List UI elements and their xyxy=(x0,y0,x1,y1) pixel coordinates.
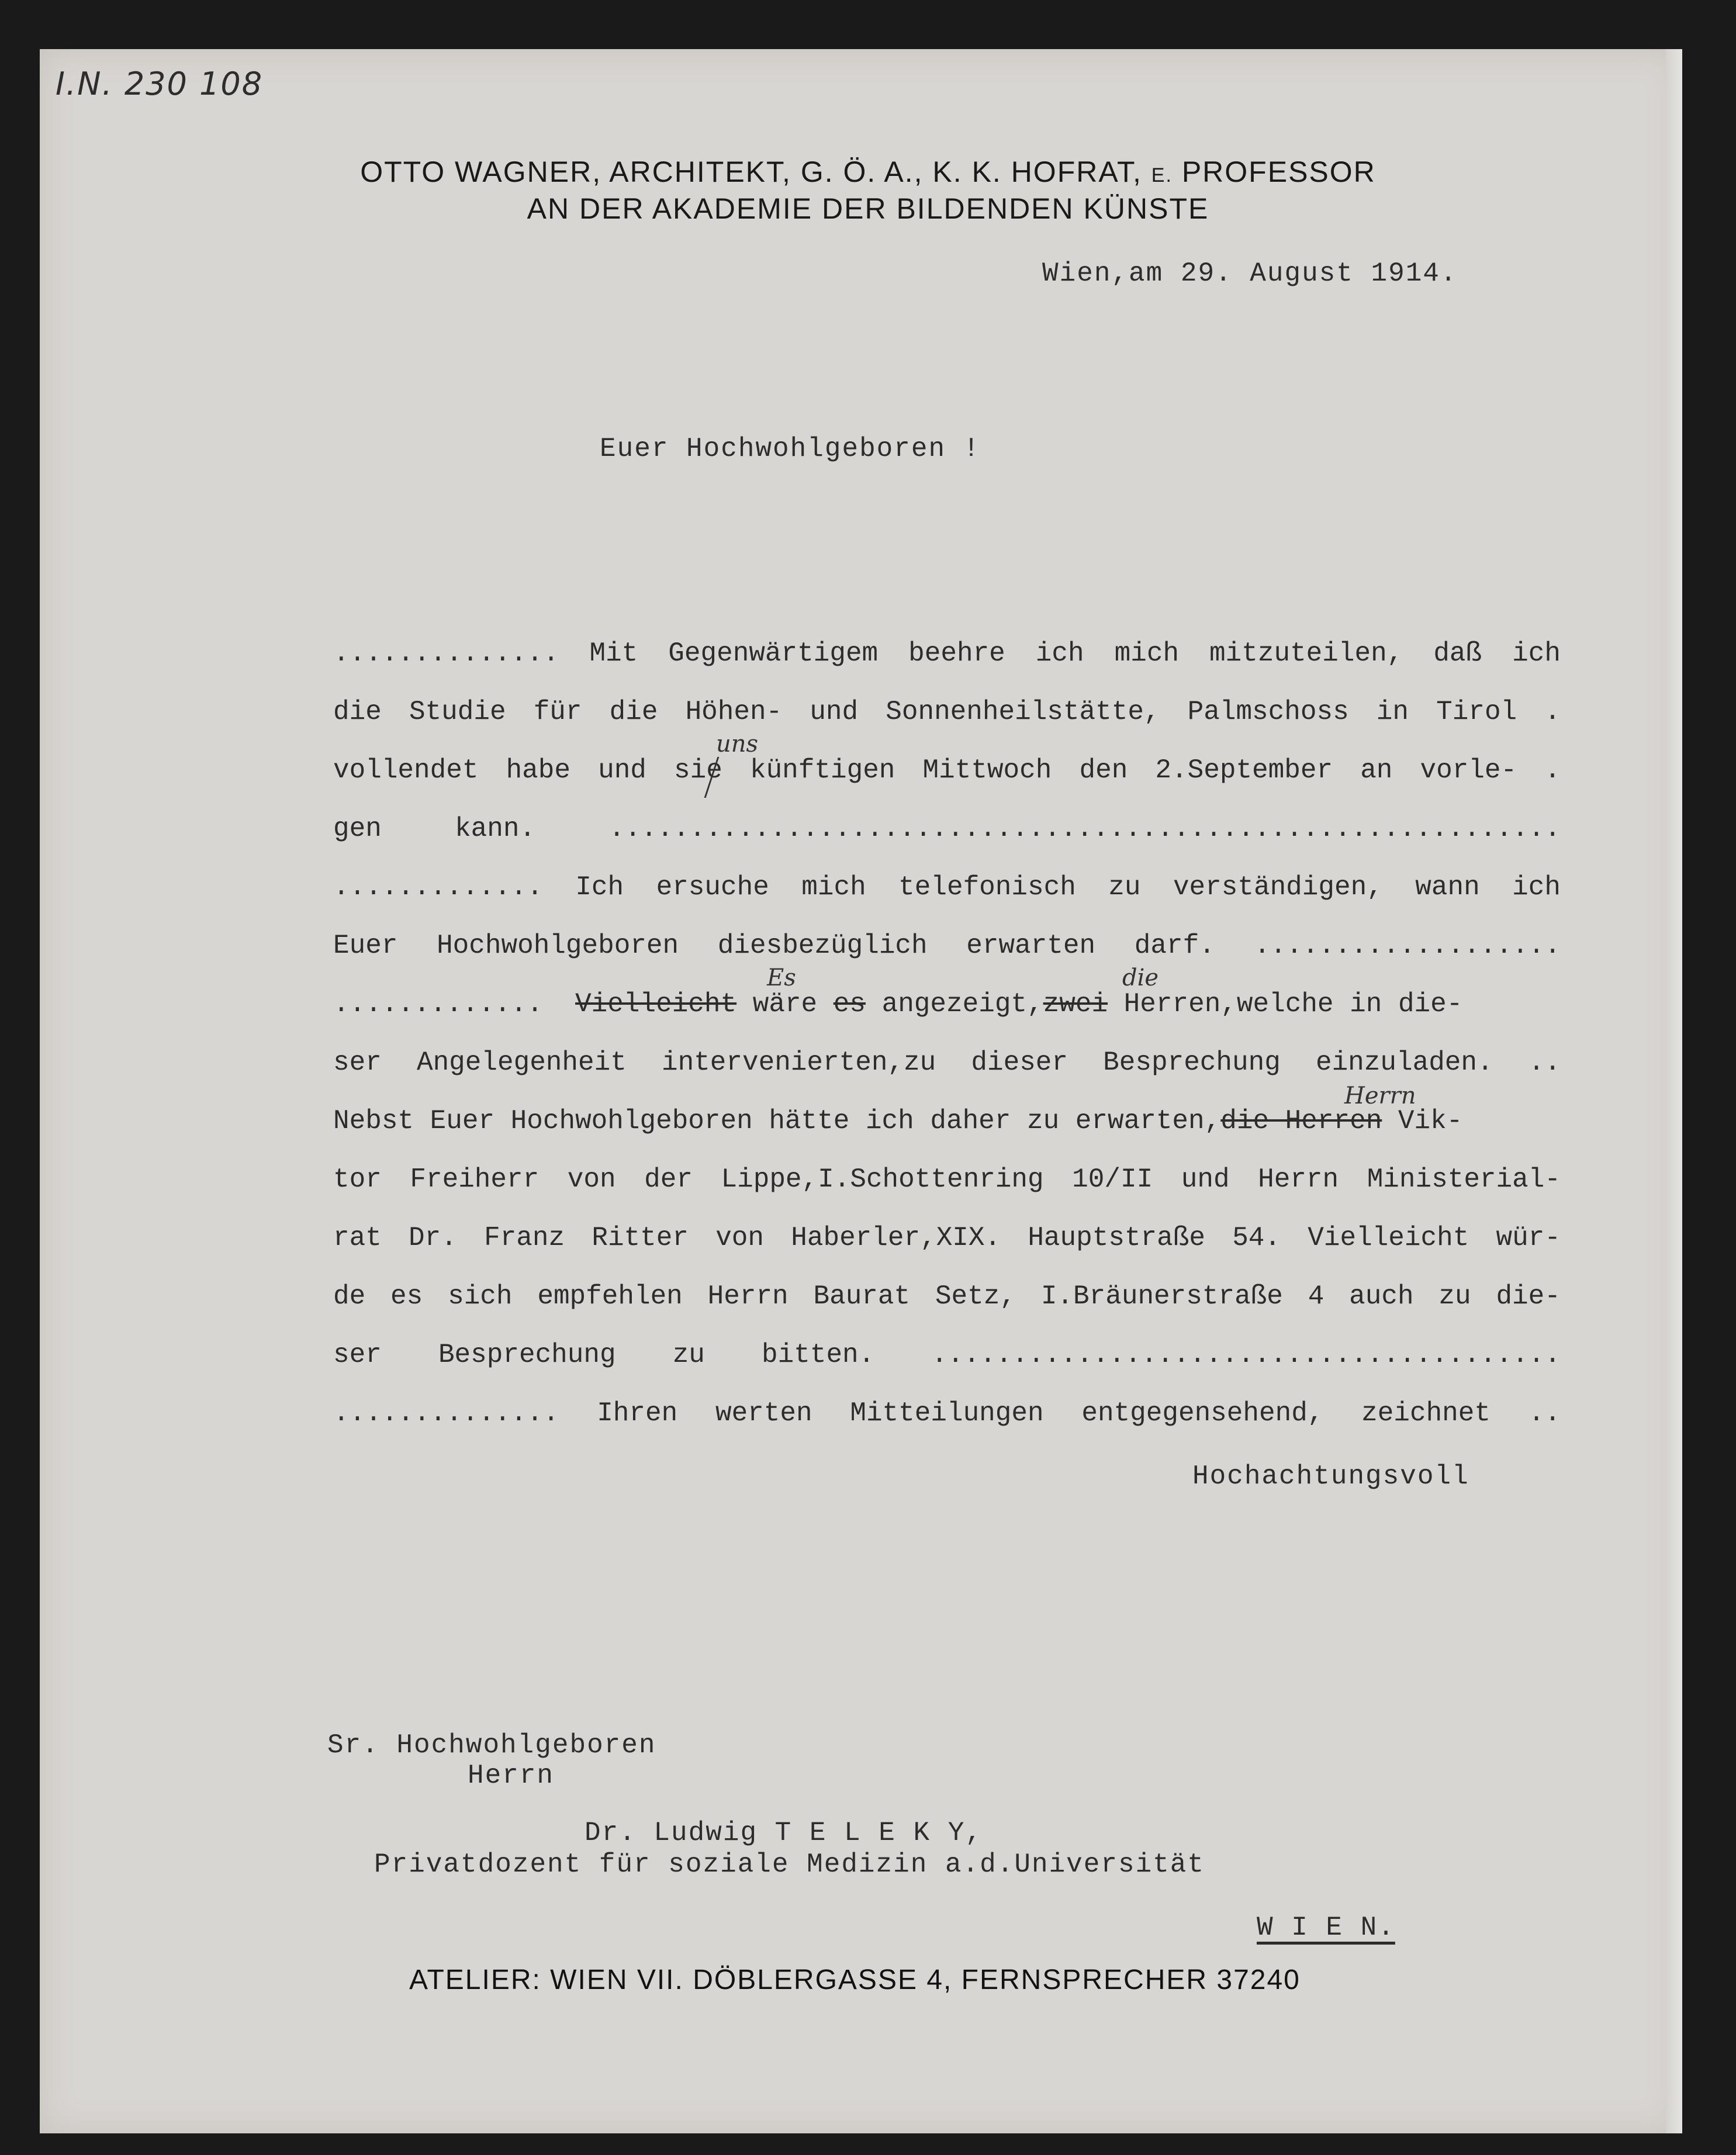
handwritten-insertion-herrn: Herrn xyxy=(1344,1082,1416,1109)
handwritten-insertion-die: die xyxy=(1122,964,1159,991)
salutation: Euer Hochwohlgeboren ! xyxy=(600,434,981,464)
body-line-2: die Studie für die Höhen- und Sonnenheilstätte, Palmschoss in Tirol . xyxy=(333,697,1561,727)
recipient-title: Privatdozent für soziale Medizin a.d.Universität xyxy=(374,1849,1205,1880)
struck-word-vielleicht: Vielleicht xyxy=(575,989,737,1019)
letterhead-line-2: AN DER AKADEMIE DER BILDENDEN KÜNSTE xyxy=(527,192,1209,225)
body-line-14: .............. Ihren werten Mitteilungen entgegensehend, zeichnet .. xyxy=(333,1398,1561,1428)
body-line-5: ............. Ich ersuche mich telefonisch zu verständigen, wann ich xyxy=(333,872,1561,902)
paper-edge xyxy=(1666,49,1682,2133)
body-line-8: ser Angelegenheit intervenierten,zu dieser Besprechung einzuladen. .. xyxy=(333,1047,1561,1078)
body-line-4: gen kann. ........................................................... xyxy=(333,814,1561,844)
body-line-6: Euer Hochwohlgeboren diesbezüglich erwarten darf. ................... xyxy=(333,931,1561,961)
body-line-7: ............. Vielleicht wäre es angezeigt, zwei Herren,welche in die- xyxy=(333,989,1463,1019)
recipient-name: Dr. Ludwig T E L E K Y, xyxy=(585,1818,983,1848)
struck-word-es: es xyxy=(833,989,866,1019)
letterhead-text-e: E. xyxy=(1151,164,1173,186)
address-line-1: Sr. Hochwohlgeboren xyxy=(327,1730,656,1760)
recipient-city: W I E N. xyxy=(1257,1912,1395,1943)
body-line-3: vollendet habe und sie künftigen Mittwoch den 2.September an vorle- . xyxy=(333,755,1561,786)
letterhead-line-1 xyxy=(0,155,1736,189)
body-line-12: de es sich empfehlen Herrn Baurat Setz, I.Bräunerstraße 4 auch zu die- xyxy=(333,1281,1561,1312)
inventory-number: I.N. 230 108 xyxy=(56,65,264,102)
struck-word-zwei: zwei xyxy=(1043,989,1108,1019)
letterhead-text-b: PROFESSOR xyxy=(1181,155,1376,188)
address-line-2: Herrn xyxy=(468,1760,555,1791)
body-line-10: tor Freiherr von der Lippe,I.Schottenring 10/II und Herrn Ministerial- xyxy=(333,1164,1561,1195)
body-line-1: .............. Mit Gegenwärtigem beehre ich mich mitzuteilen, daß ich xyxy=(333,638,1561,669)
date-line: Wien,am 29. August 1914. xyxy=(1042,258,1458,289)
body-line-9: Nebst Euer Hochwohlgeboren hätte ich daher zu erwarten, die Herren Vik- xyxy=(333,1106,1463,1136)
body-line-11: rat Dr. Franz Ritter von Haberler,XIX. Hauptstraße 54. Vielleicht wür- xyxy=(333,1223,1561,1253)
handwritten-insertion-uns: uns xyxy=(716,731,759,757)
struck-words-die-herren: die Herren xyxy=(1220,1106,1382,1136)
letterhead-text-a: OTTO WAGNER, ARCHITEKT, G. Ö. A., K. K. HOFRAT, xyxy=(360,155,1142,188)
closing: Hochachtungsvoll xyxy=(1192,1461,1469,1492)
atelier-footer: ATELIER: WIEN VII. DÖBLERGASSE 4, FERNSPRECHER 37240 xyxy=(409,1964,1301,1995)
body-line-13: ser Besprechung zu bitten. ....................................... xyxy=(333,1340,1561,1370)
handwritten-insertion-es: Es xyxy=(767,964,796,991)
